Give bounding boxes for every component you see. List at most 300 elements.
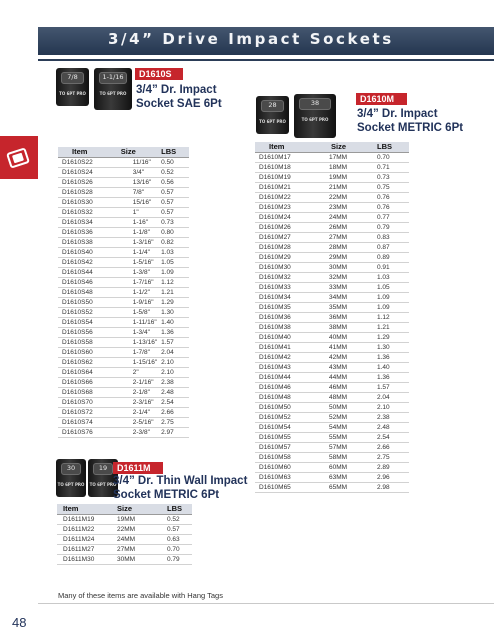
- socket-brand-label: TO 6PT PRO: [301, 117, 329, 122]
- cell-item: D1610M35: [255, 302, 313, 312]
- cell-lbs: 0.57: [157, 207, 189, 217]
- cell-size: 57MM: [313, 442, 371, 452]
- table-row: [58, 397, 189, 407]
- cell-item: D1610M46: [255, 382, 313, 392]
- table-row: [58, 267, 189, 277]
- cell-item: D1610M48: [255, 392, 313, 402]
- sae-socket-image: [54, 66, 134, 120]
- table-row: [58, 317, 189, 327]
- table-row: [255, 232, 409, 242]
- cell-item: D1610M29: [255, 252, 313, 262]
- cell-item: D1610M63: [255, 472, 313, 482]
- socket-size-label: 30: [66, 464, 76, 472]
- table-row: [255, 372, 409, 382]
- table-header-row: [58, 147, 189, 157]
- cell-item: D1610M34: [255, 292, 313, 302]
- cell-item: D1610S34: [58, 217, 107, 227]
- cell-lbs: 0.57: [157, 187, 189, 197]
- table-header-row: [255, 142, 409, 152]
- table-row: [255, 472, 409, 482]
- cell-item: D1610M22: [255, 192, 313, 202]
- table-row: [58, 377, 189, 387]
- cell-item: D1610S54: [58, 317, 107, 327]
- cell-size: 2-3/16": [107, 397, 157, 407]
- cell-lbs: 1.03: [157, 247, 189, 257]
- table-row: [58, 177, 189, 187]
- table-row: [58, 247, 189, 257]
- cell-lbs: 0.83: [371, 232, 409, 242]
- cell-item: D1610S48: [58, 287, 107, 297]
- cell-size: 1-7/8": [107, 347, 157, 357]
- cell-lbs: 0.73: [371, 172, 409, 182]
- metric-heading-line1: 3/4” Dr. Impact: [357, 108, 438, 120]
- cell-size: 24MM: [313, 212, 371, 222]
- cell-item: D1610M58: [255, 452, 313, 462]
- cell-size: 43MM: [313, 362, 371, 372]
- cell-lbs: 2.48: [371, 422, 409, 432]
- cell-item: D1610S60: [58, 347, 107, 357]
- table-row: [255, 292, 409, 302]
- cell-size: 22MM: [111, 524, 161, 534]
- socket-size-label: 38: [310, 99, 320, 107]
- table-row: [255, 462, 409, 472]
- cell-size: 2": [107, 367, 157, 377]
- table-row: [58, 337, 189, 347]
- column-header-item: Item: [58, 147, 107, 157]
- socket-picture: [56, 68, 89, 106]
- cell-item: D1610M24: [255, 212, 313, 222]
- cell-lbs: 1.09: [371, 302, 409, 312]
- table-row: [58, 367, 189, 377]
- cell-size: 21MM: [313, 182, 371, 192]
- table-row: [255, 442, 409, 452]
- table-row: [255, 182, 409, 192]
- table-row: [255, 322, 409, 332]
- table-row: [255, 242, 409, 252]
- socket-size-label: 1-1/16: [102, 73, 124, 81]
- socket-picture: [294, 94, 336, 138]
- cell-size: 63MM: [313, 472, 371, 482]
- table-row: [255, 352, 409, 362]
- socket-picture: [256, 96, 289, 134]
- cell-lbs: 0.75: [371, 182, 409, 192]
- cell-size: 2-1/16": [107, 377, 157, 387]
- page-title: 3/4” Drive Impact Sockets: [108, 30, 394, 48]
- cell-lbs: 0.70: [371, 152, 409, 162]
- cell-lbs: 0.52: [161, 514, 192, 524]
- thin-wall-socket-image: [56, 459, 120, 503]
- table-row: [58, 427, 189, 437]
- cell-size: 50MM: [313, 402, 371, 412]
- table-row: [255, 342, 409, 352]
- table-row: [58, 207, 189, 217]
- table-row: [255, 332, 409, 342]
- cell-lbs: 2.10: [157, 357, 189, 367]
- table-row: [57, 534, 192, 544]
- side-tab: [0, 136, 38, 179]
- cell-lbs: 2.98: [371, 482, 409, 492]
- cell-lbs: 2.10: [157, 367, 189, 377]
- cell-lbs: 2.66: [157, 407, 189, 417]
- cell-size: 58MM: [313, 452, 371, 462]
- cell-lbs: 2.38: [371, 412, 409, 422]
- table-row: [58, 157, 189, 167]
- cell-size: 17MM: [313, 152, 371, 162]
- cell-item: D1610M44: [255, 372, 313, 382]
- cell-size: 29MM: [313, 252, 371, 262]
- cell-lbs: 0.56: [157, 177, 189, 187]
- cell-size: 1": [107, 207, 157, 217]
- thin-wall-heading: [113, 474, 247, 502]
- cell-item: D1611M30: [57, 554, 111, 564]
- cell-item: D1610M50: [255, 402, 313, 412]
- cell-size: 65MM: [313, 482, 371, 492]
- cell-size: 1-5/8": [107, 307, 157, 317]
- cell-item: D1610S76: [58, 427, 107, 437]
- cell-item: D1610S30: [58, 197, 107, 207]
- cell-lbs: 2.75: [371, 452, 409, 462]
- table-row: [58, 327, 189, 337]
- cell-lbs: 1.05: [371, 282, 409, 292]
- column-header-item: Item: [255, 142, 313, 152]
- cell-lbs: 1.29: [371, 332, 409, 342]
- cell-item: D1610S46: [58, 277, 107, 287]
- cell-lbs: 0.70: [161, 544, 192, 554]
- cell-size: 1-1/4": [107, 247, 157, 257]
- cell-item: D1610S26: [58, 177, 107, 187]
- table-row: [58, 287, 189, 297]
- table-row: [255, 192, 409, 202]
- cell-lbs: 2.66: [371, 442, 409, 452]
- cell-size: 18MM: [313, 162, 371, 172]
- cell-size: 44MM: [313, 372, 371, 382]
- top-rule: [38, 59, 494, 61]
- cell-size: 27MM: [313, 232, 371, 242]
- cell-item: D1610S40: [58, 247, 107, 257]
- cell-item: D1610M65: [255, 482, 313, 492]
- cell-lbs: 2.04: [157, 347, 189, 357]
- cell-item: D1610M42: [255, 352, 313, 362]
- cell-item: D1610M41: [255, 342, 313, 352]
- socket-brand-label: TO 6PT PRO: [89, 482, 117, 487]
- cell-item: D1610S44: [58, 267, 107, 277]
- hang-tag-footnote: Many of these items are available with Hang Tags: [58, 591, 223, 600]
- cell-item: D1610S24: [58, 167, 107, 177]
- cell-size: 1-3/16": [107, 237, 157, 247]
- socket-brand-label: TO 6PT PRO: [57, 482, 85, 487]
- table-row: [255, 422, 409, 432]
- cell-size: 7/8": [107, 187, 157, 197]
- column-header-item: Item: [57, 504, 111, 514]
- socket-size-label: 7/8: [67, 73, 78, 81]
- cell-size: 2-3/8": [107, 427, 157, 437]
- cell-item: D1611M27: [57, 544, 111, 554]
- cell-lbs: 2.38: [157, 377, 189, 387]
- cell-size: 33MM: [313, 282, 371, 292]
- cell-size: 26MM: [313, 222, 371, 232]
- cell-item: D1610S22: [58, 157, 107, 167]
- table-row: [57, 514, 192, 524]
- table-row: [58, 257, 189, 267]
- cell-lbs: 1.21: [157, 287, 189, 297]
- metric-code-badge: D1610M: [356, 93, 407, 105]
- cell-item: D1610S32: [58, 207, 107, 217]
- cell-size: 22MM: [313, 192, 371, 202]
- column-header-lbs: LBS: [157, 147, 189, 157]
- cell-lbs: 1.36: [371, 352, 409, 362]
- cell-lbs: 0.79: [161, 554, 192, 564]
- socket-brand-label: TO 6PT PRO: [59, 91, 86, 96]
- cell-item: D1610S50: [58, 297, 107, 307]
- cell-size: 30MM: [111, 554, 161, 564]
- table-row: [255, 482, 409, 492]
- thin-wall-table: [57, 504, 192, 565]
- cell-lbs: 1.29: [157, 297, 189, 307]
- cell-item: D1610S64: [58, 367, 107, 377]
- cell-size: 2-1/4": [107, 407, 157, 417]
- table-row: [57, 524, 192, 534]
- cell-lbs: 0.76: [371, 192, 409, 202]
- cell-size: 1-1/2": [107, 287, 157, 297]
- table-row: [255, 152, 409, 162]
- cell-size: 42MM: [313, 352, 371, 362]
- cell-size: 27MM: [111, 544, 161, 554]
- table-row: [255, 252, 409, 262]
- cell-item: D1610M43: [255, 362, 313, 372]
- thin-wall-code-badge: D1611M: [113, 462, 163, 474]
- cell-size: 1-16": [107, 217, 157, 227]
- cell-size: 15/16": [107, 197, 157, 207]
- cell-size: 3/4": [107, 167, 157, 177]
- cell-lbs: 2.54: [371, 432, 409, 442]
- table-row: [58, 227, 189, 237]
- socket-size-label: 28: [268, 101, 277, 109]
- socket-size-label: 19: [98, 464, 108, 472]
- cell-lbs: 1.21: [371, 322, 409, 332]
- table-row: [58, 197, 189, 207]
- cell-lbs: 2.75: [157, 417, 189, 427]
- column-header-size: Size: [107, 147, 157, 157]
- cell-size: 24MM: [111, 534, 161, 544]
- table-row: [255, 162, 409, 172]
- cell-item: D1610S66: [58, 377, 107, 387]
- cell-item: D1610M26: [255, 222, 313, 232]
- table-row: [58, 417, 189, 427]
- table-row: [255, 282, 409, 292]
- cell-item: D1610M60: [255, 462, 313, 472]
- cell-size: 46MM: [313, 382, 371, 392]
- column-header-size: Size: [313, 142, 371, 152]
- cell-lbs: 0.57: [161, 524, 192, 534]
- cell-lbs: 1.12: [157, 277, 189, 287]
- cell-item: D1610S36: [58, 227, 107, 237]
- cell-item: D1610M33: [255, 282, 313, 292]
- cell-lbs: 0.50: [157, 157, 189, 167]
- cell-lbs: 0.73: [157, 217, 189, 227]
- table-row: [58, 307, 189, 317]
- cell-lbs: 0.89: [371, 252, 409, 262]
- cell-size: 52MM: [313, 412, 371, 422]
- table-row: [58, 407, 189, 417]
- cell-size: 28MM: [313, 242, 371, 252]
- cell-lbs: 1.57: [157, 337, 189, 347]
- page-number: 48: [12, 615, 27, 630]
- sae-table: [58, 147, 189, 438]
- cell-lbs: 2.96: [371, 472, 409, 482]
- metric-table: [255, 142, 409, 493]
- cell-size: 40MM: [313, 332, 371, 342]
- cell-item: D1610S28: [58, 187, 107, 197]
- socket-picture: [94, 68, 132, 110]
- cell-item: D1610M27: [255, 232, 313, 242]
- cell-item: D1610M38: [255, 322, 313, 332]
- cell-size: 19MM: [111, 514, 161, 524]
- cell-item: D1610M18: [255, 162, 313, 172]
- cell-size: 1-1/8": [107, 227, 157, 237]
- cell-item: D1610M30: [255, 262, 313, 272]
- table-row: [255, 392, 409, 402]
- table-row: [255, 382, 409, 392]
- cell-lbs: 2.54: [157, 397, 189, 407]
- cell-size: 1-13/16": [107, 337, 157, 347]
- cell-lbs: 0.80: [157, 227, 189, 237]
- cell-lbs: 0.79: [371, 222, 409, 232]
- cell-item: D1610M28: [255, 242, 313, 252]
- cell-size: 60MM: [313, 462, 371, 472]
- cell-item: D1610M23: [255, 202, 313, 212]
- cell-lbs: 0.71: [371, 162, 409, 172]
- cell-item: D1610S70: [58, 397, 107, 407]
- sae-heading: [136, 83, 222, 111]
- cell-item: D1610M21: [255, 182, 313, 192]
- table-row: [255, 402, 409, 412]
- cell-item: D1611M22: [57, 524, 111, 534]
- cell-size: 41MM: [313, 342, 371, 352]
- cell-lbs: 2.48: [157, 387, 189, 397]
- cell-size: 1-5/16": [107, 257, 157, 267]
- cell-size: 38MM: [313, 322, 371, 332]
- cell-lbs: 2.89: [371, 462, 409, 472]
- cell-item: D1610S68: [58, 387, 107, 397]
- column-header-lbs: LBS: [161, 504, 192, 514]
- bottom-rule: [38, 603, 494, 604]
- cell-size: 11/16": [107, 157, 157, 167]
- cell-item: D1610S38: [58, 237, 107, 247]
- cell-item: D1610M57: [255, 442, 313, 452]
- cell-lbs: 0.57: [157, 197, 189, 207]
- cell-lbs: 1.57: [371, 382, 409, 392]
- socket-brand-label: TO 6PT PRO: [259, 119, 286, 124]
- table-row: [255, 272, 409, 282]
- table-row: [58, 387, 189, 397]
- table-row: [255, 302, 409, 312]
- table-row: [57, 544, 192, 554]
- cell-lbs: 2.04: [371, 392, 409, 402]
- cell-size: 30MM: [313, 262, 371, 272]
- socket-brand-label: TO 6PT PRO: [99, 91, 127, 96]
- table-header-row: [57, 504, 192, 514]
- cell-size: 2-1/8": [107, 387, 157, 397]
- cell-item: D1611M24: [57, 534, 111, 544]
- column-header-lbs: LBS: [371, 142, 409, 152]
- thin-wall-heading-line1: 3/4” Dr. Thin Wall Impact: [113, 475, 248, 487]
- cell-lbs: 1.30: [371, 342, 409, 352]
- socket-category-icon: [6, 144, 32, 170]
- cell-lbs: 0.91: [371, 262, 409, 272]
- table-row: [58, 237, 189, 247]
- metric-heading: [357, 107, 463, 135]
- cell-item: D1610S42: [58, 257, 107, 267]
- cell-size: 13/16": [107, 177, 157, 187]
- cell-lbs: 2.10: [371, 402, 409, 412]
- sae-heading-line2: Socket SAE 6Pt: [136, 98, 222, 110]
- cell-size: 2-5/16": [107, 417, 157, 427]
- cell-lbs: 0.82: [157, 237, 189, 247]
- cell-lbs: 1.12: [371, 312, 409, 322]
- table-row: [57, 554, 192, 564]
- cell-size: 1-7/16": [107, 277, 157, 287]
- cell-lbs: 1.36: [157, 327, 189, 337]
- cell-size: 1-15/16": [107, 357, 157, 367]
- table-row: [255, 452, 409, 462]
- cell-item: D1610M54: [255, 422, 313, 432]
- cell-item: D1610M40: [255, 332, 313, 342]
- cell-lbs: 0.52: [157, 167, 189, 177]
- cell-item: D1610M52: [255, 412, 313, 422]
- cell-lbs: 1.09: [371, 292, 409, 302]
- table-row: [255, 212, 409, 222]
- table-row: [255, 222, 409, 232]
- cell-size: 1-3/8": [107, 267, 157, 277]
- cell-size: 55MM: [313, 432, 371, 442]
- cell-size: 32MM: [313, 272, 371, 282]
- cell-size: 54MM: [313, 422, 371, 432]
- cell-lbs: 0.76: [371, 202, 409, 212]
- cell-lbs: 0.63: [161, 534, 192, 544]
- table-row: [255, 432, 409, 442]
- table-row: [58, 217, 189, 227]
- cell-lbs: 1.40: [371, 362, 409, 372]
- table-row: [58, 297, 189, 307]
- metric-socket-image: [254, 94, 354, 144]
- cell-size: 48MM: [313, 392, 371, 402]
- table-row: [255, 202, 409, 212]
- metric-heading-line2: Socket METRIC 6Pt: [357, 122, 464, 134]
- table-row: [58, 277, 189, 287]
- cell-lbs: 0.87: [371, 242, 409, 252]
- cell-item: D1610S52: [58, 307, 107, 317]
- table-row: [58, 347, 189, 357]
- cell-lbs: 1.36: [371, 372, 409, 382]
- table-row: [255, 262, 409, 272]
- table-row: [255, 362, 409, 372]
- cell-lbs: 1.40: [157, 317, 189, 327]
- cell-item: D1610S74: [58, 417, 107, 427]
- cell-item: D1610S56: [58, 327, 107, 337]
- table-row: [58, 187, 189, 197]
- cell-item: D1610M17: [255, 152, 313, 162]
- cell-item: D1610M32: [255, 272, 313, 282]
- table-row: [255, 312, 409, 322]
- cell-lbs: 1.03: [371, 272, 409, 282]
- cell-item: D1611M19: [57, 514, 111, 524]
- cell-item: D1610M55: [255, 432, 313, 442]
- cell-size: 1-11/16": [107, 317, 157, 327]
- cell-item: D1610S72: [58, 407, 107, 417]
- table-row: [58, 357, 189, 367]
- table-row: [58, 167, 189, 177]
- cell-size: 1-3/4": [107, 327, 157, 337]
